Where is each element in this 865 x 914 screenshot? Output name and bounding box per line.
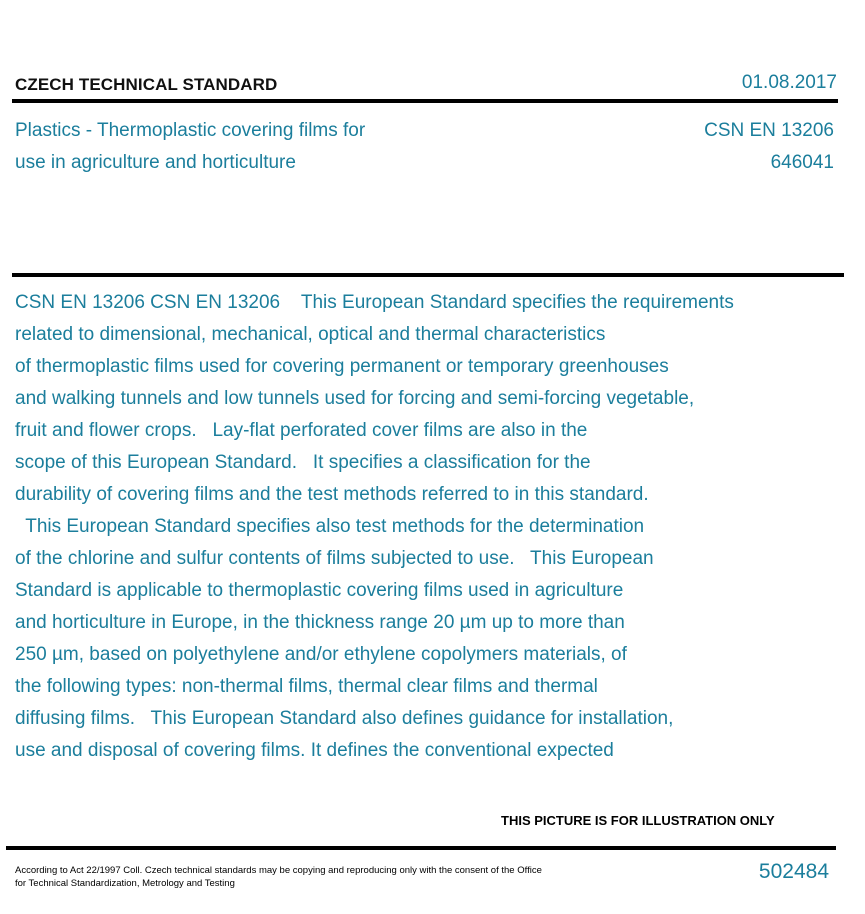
legal-notice [15, 864, 615, 890]
abstract-line: CSN EN 13206 CSN EN 13206 This European Standard specifies the requirements [15, 292, 734, 313]
document-title-line: use in agriculture and horticulture [15, 152, 296, 173]
abstract-line: diffusing films. This European Standard also defines guidance for installation, [15, 708, 674, 729]
abstract-line: and walking tunnels and low tunnels used for forcing and semi-forcing vegetable, [15, 388, 695, 409]
document-title [15, 115, 535, 179]
footer-code: 502484 [758, 860, 829, 883]
document-title-line: Plastics - Thermoplastic covering films for [15, 120, 366, 141]
abstract-line: of thermoplastic films used for covering permanent or temporary greenhouses [15, 356, 669, 377]
abstract-line: Standard is applicable to thermoplastic covering films used in agriculture [15, 580, 624, 601]
legal-line: According to Act 22/1997 Coll. Czech technical standards may be copying and reproducing only with the consent of the Office [15, 865, 542, 876]
abstract-line: and horticulture in Europe, in the thickness range 20 µm up to more than [15, 612, 625, 633]
abstract-line: durability of covering films and the test methods referred to in this standard. [15, 484, 649, 505]
catalog-number: 646041 [770, 152, 834, 173]
abstract-line: scope of this European Standard. It specifies a classification for the [15, 452, 591, 473]
header-date: 01.08.2017 [741, 72, 837, 93]
header-title: CZECH TECHNICAL STANDARD [15, 75, 278, 94]
abstract-line: related to dimensional, mechanical, optical and thermal characteristics [15, 324, 606, 345]
abstract-line: fruit and flower crops. Lay-flat perforated cover films are also in the [15, 420, 588, 441]
abstract-line: 250 µm, based on polyethylene and/or ethylene copolymers materials, of [15, 644, 627, 665]
abstract-line: the following types: non-thermal films, thermal clear films and thermal [15, 676, 598, 697]
abstract-text [15, 287, 845, 767]
footer-divider [6, 846, 836, 850]
header-divider [12, 99, 838, 103]
illustration-notice: THIS PICTURE IS FOR ILLUSTRATION ONLY [501, 813, 775, 828]
abstract-line: This European Standard specifies also test methods for the determination [15, 516, 645, 537]
abstract-line: use and disposal of covering films. It defines the conventional expected [15, 740, 614, 761]
standard-code: CSN EN 13206 [704, 120, 834, 141]
abstract-line: of the chlorine and sulfur contents of films subjected to use. This European [15, 548, 654, 569]
document-codes [704, 115, 834, 179]
legal-line: for Technical Standardization, Metrology and Testing [15, 878, 235, 889]
section-divider [12, 273, 844, 277]
